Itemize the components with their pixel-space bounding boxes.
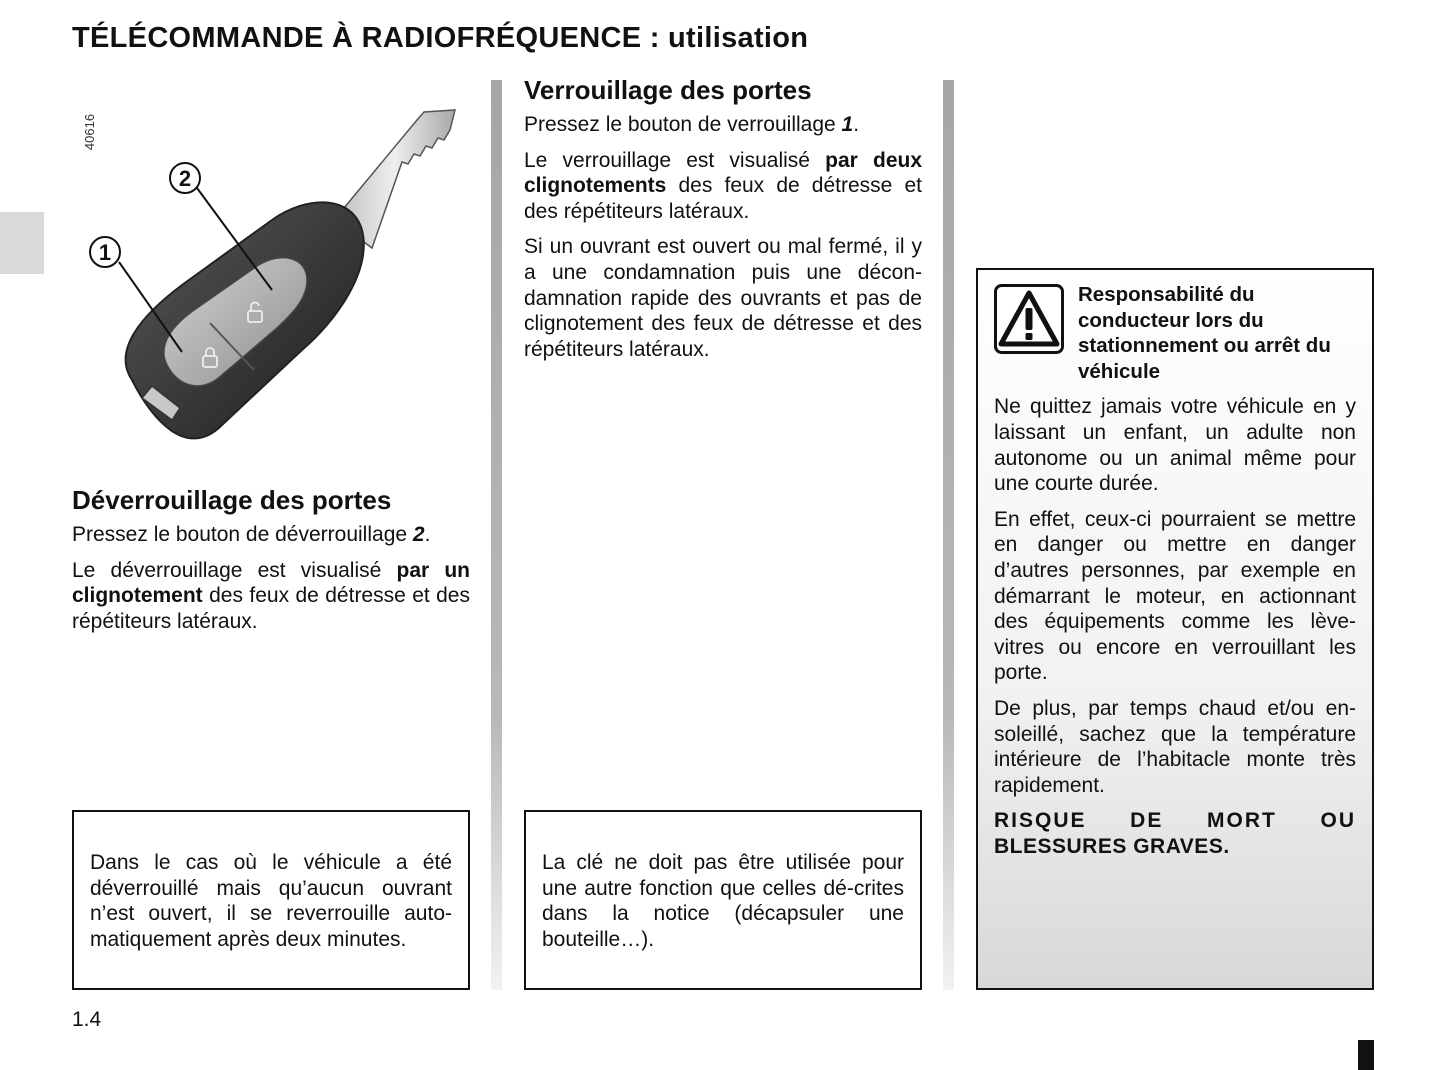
key-usage-note-text: La clé ne doit pas être utilisée pour une autre fonction que celles dé-crites dans la notice (décapsuler une bouteille…). bbox=[542, 851, 904, 951]
lock-paragraph-2: Le verrouillage est visualisé par deux clignotements des feux de détresse et des répétiteurs latéraux. bbox=[524, 148, 922, 223]
lock-paragraph-3: Si un ouvrant est ouvert ou mal fermé, il y a une condamnation puis une décon-damnation rapide des ouvrants et pas de clignotement des feux de détresse et des répétiteurs latéraux. bbox=[524, 235, 922, 361]
warning-paragraph-2: En effet, ceux-ci pourraient se mettre en danger ou mettre en danger d’autres personnes, par exemple en démarrant le moteur, en actionnant des équipements comme les lève-vitres ou encore en verrouillant les porte. bbox=[994, 507, 1356, 685]
warning-title: Responsabilité du conducteur lors du stationnement ou arrêt du véhicule bbox=[1078, 283, 1331, 383]
unlock-heading: Déverrouillage des portes bbox=[72, 485, 392, 515]
lock-paragraph-1: Pressez le bouton de verrouillage 1. bbox=[524, 113, 860, 136]
auto-relock-note bbox=[72, 810, 470, 990]
remote-key-illustration bbox=[72, 80, 472, 470]
warning-risk-line-2: BLESSURES GRAVES. bbox=[994, 834, 1230, 858]
lock-button-ref: 1 bbox=[841, 113, 854, 136]
chapter-tab bbox=[0, 212, 44, 274]
section-end-marker bbox=[1358, 1040, 1374, 1070]
lock-section bbox=[524, 74, 922, 372]
warning-risk-line-1: RISQUE DE MORT OU bbox=[994, 809, 1356, 833]
unlock-paragraph-2: Le déverrouillage est visualisé par un clignotement des feux de détresse et des répétiteurs latéraux. bbox=[72, 558, 471, 633]
warning-risk bbox=[994, 808, 1356, 859]
page-title: TÉLÉCOMMANDE À RADIOFRÉQUENCE : utilisation bbox=[72, 22, 809, 54]
auto-relock-note-text: Dans le cas où le véhicule a été déverrouillé mais qu’aucun ouvrant n’est ouvert, il se reverrouille auto-matiquement après deux minutes. bbox=[90, 851, 452, 951]
key-usage-note bbox=[524, 810, 922, 990]
lock-heading: Verrouillage des portes bbox=[524, 75, 812, 105]
warning-header bbox=[994, 282, 1356, 384]
column-divider bbox=[943, 80, 954, 990]
page-number: 1.4 bbox=[72, 1008, 102, 1031]
callout-2-label: 2 bbox=[178, 166, 192, 191]
callout-1-label: 1 bbox=[98, 240, 112, 265]
unlock-section bbox=[72, 484, 470, 644]
column-divider bbox=[491, 80, 502, 990]
unlock-button-ref: 2 bbox=[412, 523, 425, 546]
figure-code: 40616 bbox=[82, 113, 97, 151]
unlock-paragraph-1: Pressez le bouton de déverrouillage 2. bbox=[72, 523, 431, 546]
driver-responsibility-warning bbox=[976, 268, 1374, 990]
warning-triangle-icon bbox=[994, 284, 1064, 354]
warning-paragraph-1: Ne quittez jamais votre véhicule en y laissant un enfant, un adulte non autonome ou un animal même pour une courte durée. bbox=[994, 395, 1356, 496]
warning-paragraph-3: De plus, par temps chaud et/ou en-soleillé, sachez que la température intérieure de l’habitacle monte très rapidement. bbox=[994, 696, 1356, 797]
remote-key-drawing bbox=[72, 80, 472, 470]
